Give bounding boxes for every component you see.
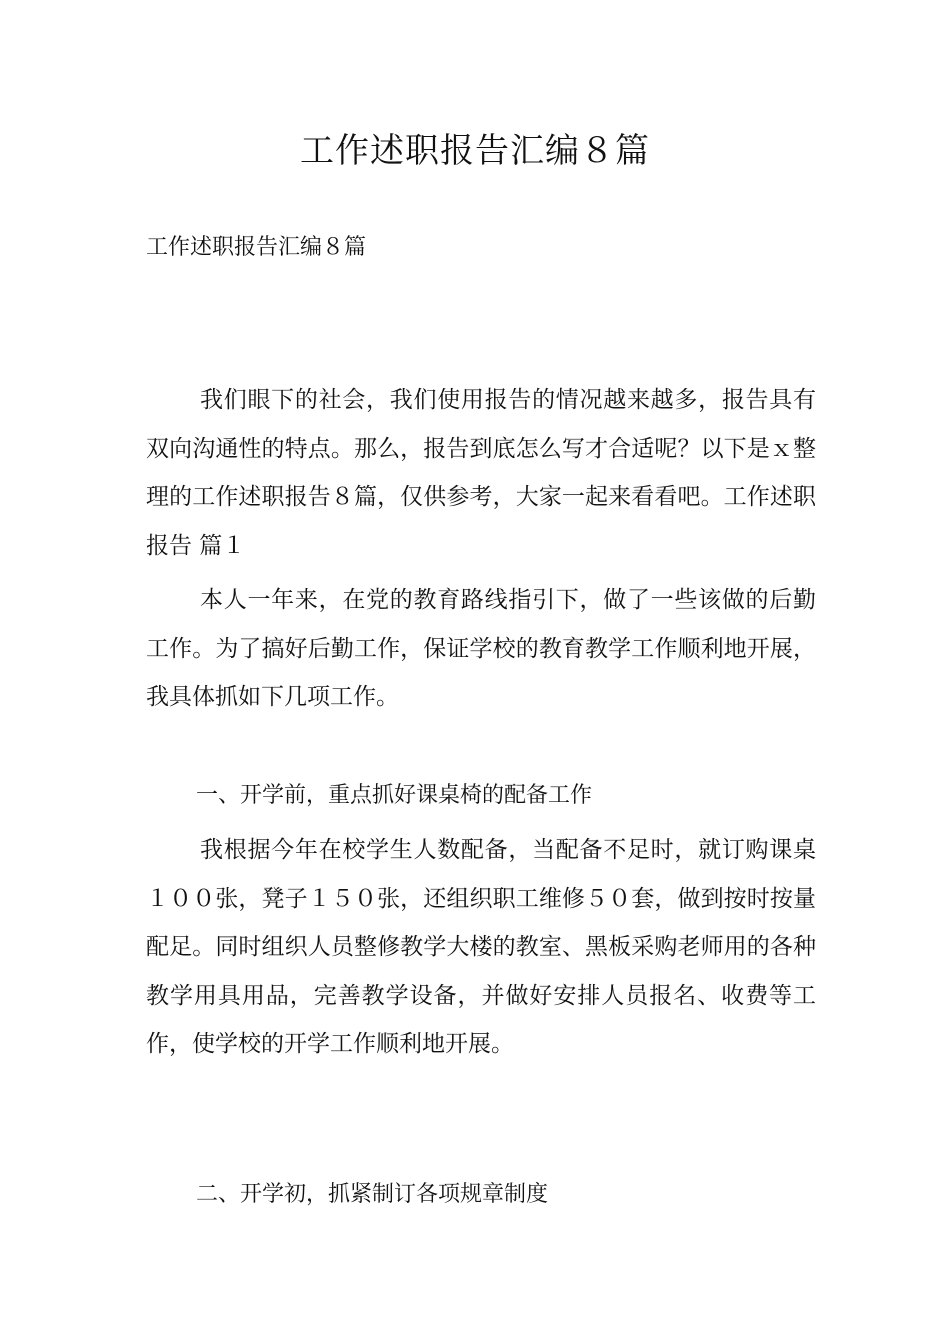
section-heading-2: 二、开学初，抓紧制订各项规章制度 — [196, 1182, 549, 1207]
document-subtitle: 工作述职报告汇编８篇 — [146, 235, 367, 260]
body-paragraph: 我根据今年在校学生人数配备，当配备不足时，就订购课桌１００张，凳子１５０张，还组织职工维修５０套，做到按时按量配足。同时组织人员整修教学大楼的教室、黑板采购老师用的各种教学用具用品，完善教学设备，并做好安排人员报名、收费等工作，使学校的开学工作顺利地开展。 — [146, 837, 816, 1057]
section-heading-1: 一、开学前，重点抓好课桌椅的配备工作 — [196, 783, 593, 808]
body-paragraph: 本人一年来，在党的教育路线指引下，做了一些该做的后勤工作。为了搞好后勤工作，保证学校的教育教学工作顺利地开展，我具体抓如下几项工作。 — [146, 587, 816, 710]
intro-paragraph: 我们眼下的社会，我们使用报告的情况越来越多，报告具有双向沟通性的特点。那么，报告到底怎么写才合适呢？以下是ｘ整理的工作述职报告８篇，仅供参考，大家一起来看看吧。工作述职报告 篇１ — [146, 387, 816, 559]
document-title: 工作述职报告汇编８篇 — [300, 131, 650, 171]
